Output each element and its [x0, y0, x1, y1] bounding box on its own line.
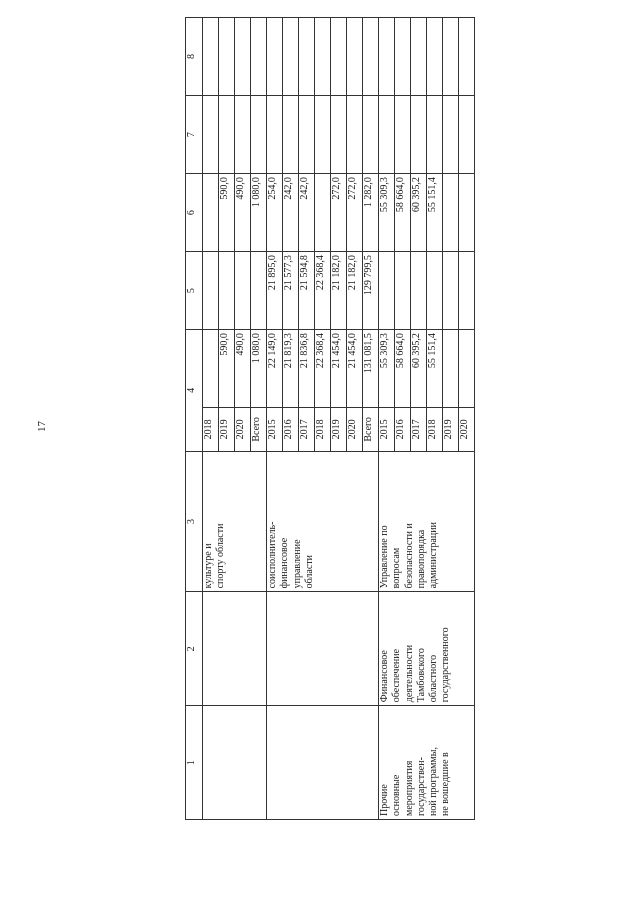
col-number: 8	[186, 18, 203, 96]
header-line	[126, 0, 139, 195]
cell-local	[315, 96, 331, 174]
cell-federal	[379, 252, 395, 330]
cell-year: 2018	[427, 408, 443, 451]
cell-year: 2020	[347, 408, 363, 451]
cell-federal: 21 182,0	[347, 252, 363, 330]
cell-other	[459, 18, 475, 96]
cell-total	[443, 330, 459, 408]
cell-local	[283, 96, 299, 174]
header-line	[139, 0, 152, 195]
col-number: 4	[186, 330, 203, 451]
cell-other	[251, 18, 267, 96]
cell-regional: 272,0	[347, 174, 363, 252]
page-number: 17	[36, 421, 48, 432]
cell-federal: 21 182,0	[331, 252, 347, 330]
cell-total: 22 149,0	[267, 330, 283, 408]
cell-year: 2018	[315, 408, 331, 451]
document-header	[62, 0, 164, 195]
col-number: 2	[186, 592, 203, 706]
cell-federal	[203, 252, 219, 330]
cell-year: 2016	[395, 408, 411, 451]
cell-regional: 55 151,4	[427, 174, 443, 252]
cell-local	[427, 96, 443, 174]
cell-other	[283, 18, 299, 96]
cell-regional: 272,0	[331, 174, 347, 252]
cell-total: 55 309,3	[379, 330, 395, 408]
cell-regional: 1 282,0	[363, 174, 379, 252]
cell-local	[299, 96, 315, 174]
cell-federal: 21 895,0	[267, 252, 283, 330]
col-number: 5	[186, 252, 203, 330]
cell-federal: 21 594,8	[299, 252, 315, 330]
cell-total: 1 080,0	[251, 330, 267, 408]
cell-other	[235, 18, 251, 96]
cell-other	[363, 18, 379, 96]
cell-federal	[443, 252, 459, 330]
cell-regional: 242,0	[299, 174, 315, 252]
cell-total	[459, 330, 475, 408]
table-row	[203, 18, 219, 820]
cell-executor: соисполнитель- финансовое управление области	[267, 451, 379, 592]
cell-local	[363, 96, 379, 174]
cell-year: 2020	[235, 408, 251, 451]
cell-federal: 22 368,4	[315, 252, 331, 330]
column-number-row	[186, 18, 203, 820]
table-body	[186, 18, 475, 820]
cell-year: 2016	[283, 408, 299, 451]
cell-activity	[267, 592, 379, 706]
cell-regional: 254,0	[267, 174, 283, 252]
cell-local	[347, 96, 363, 174]
cell-total: 60 395,2	[411, 330, 427, 408]
cell-regional: 60 395,2	[411, 174, 427, 252]
cell-other	[331, 18, 347, 96]
cell-other	[379, 18, 395, 96]
cell-local	[379, 96, 395, 174]
cell-local	[203, 96, 219, 174]
cell-executor: Управление по вопросам безопасности и правопорядка администрации	[379, 451, 475, 592]
cell-other	[411, 18, 427, 96]
cell-year: 2020	[459, 408, 475, 451]
cell-year: Всего	[363, 408, 379, 451]
col-number: 3	[186, 451, 203, 592]
cell-year: 2019	[219, 408, 235, 451]
cell-year: 2017	[411, 408, 427, 451]
cell-local	[267, 96, 283, 174]
header-line	[114, 0, 127, 195]
cell-local	[219, 96, 235, 174]
cell-other	[267, 18, 283, 96]
cell-regional	[315, 174, 331, 252]
cell-executor: культуре и спорту области	[203, 451, 267, 592]
header-line	[101, 0, 114, 195]
cell-regional	[203, 174, 219, 252]
cell-local	[251, 96, 267, 174]
cell-federal	[395, 252, 411, 330]
cell-total: 21 836,8	[299, 330, 315, 408]
cell-year: 2015	[267, 408, 283, 451]
cell-other	[299, 18, 315, 96]
cell-regional: 55 309,3	[379, 174, 395, 252]
cell-federal: 21 577,3	[283, 252, 299, 330]
cell-local	[395, 96, 411, 174]
cell-regional	[459, 174, 475, 252]
cell-year: 2018	[203, 408, 219, 451]
cell-total: 590,0	[219, 330, 235, 408]
cell-local	[235, 96, 251, 174]
cell-total: 21 454,0	[347, 330, 363, 408]
cell-year: 2019	[331, 408, 347, 451]
cell-year: Всего	[251, 408, 267, 451]
cell-total: 21 819,3	[283, 330, 299, 408]
cell-year: 2019	[443, 408, 459, 451]
cell-regional: 490,0	[235, 174, 251, 252]
cell-total	[203, 330, 219, 408]
cell-other	[315, 18, 331, 96]
cell-year: 2017	[299, 408, 315, 451]
table-row	[267, 18, 283, 820]
cell-federal	[459, 252, 475, 330]
cell-federal	[235, 252, 251, 330]
cell-other	[203, 18, 219, 96]
rotated-table-wrapper	[185, 20, 470, 820]
cell-main-activity	[267, 706, 379, 820]
col-number: 7	[186, 96, 203, 174]
cell-local	[443, 96, 459, 174]
cell-main-activity	[203, 706, 267, 820]
header-title	[62, 0, 75, 195]
header-line	[89, 0, 102, 195]
cell-total: 58 664,0	[395, 330, 411, 408]
header-line	[151, 0, 164, 195]
cell-federal	[251, 252, 267, 330]
cell-regional: 242,0	[283, 174, 299, 252]
cell-local	[459, 96, 475, 174]
cell-activity: Финансовое обеспечение деятельности Тамбовского областного государственного	[379, 592, 475, 706]
col-number: 6	[186, 174, 203, 252]
cell-year: 2015	[379, 408, 395, 451]
cell-total: 55 151,4	[427, 330, 443, 408]
cell-federal: 129 799,5	[363, 252, 379, 330]
cell-main-activity: Прочие основные мероприятия государствен- ной программы, не вошедшие в	[379, 706, 475, 820]
cell-total: 131 081,5	[363, 330, 379, 408]
cell-local	[411, 96, 427, 174]
cell-activity	[203, 592, 267, 706]
cell-total: 490,0	[235, 330, 251, 408]
cell-local	[331, 96, 347, 174]
cell-other	[427, 18, 443, 96]
cell-other	[395, 18, 411, 96]
cell-total: 22 368,4	[315, 330, 331, 408]
cell-other	[347, 18, 363, 96]
table-row	[379, 18, 395, 820]
financing-table	[185, 17, 475, 820]
cell-regional: 590,0	[219, 174, 235, 252]
cell-federal	[411, 252, 427, 330]
cell-regional: 1 080,0	[251, 174, 267, 252]
cell-regional: 58 664,0	[395, 174, 411, 252]
cell-other	[219, 18, 235, 96]
cell-other	[443, 18, 459, 96]
cell-total: 21 454,0	[331, 330, 347, 408]
cell-regional	[443, 174, 459, 252]
cell-federal	[427, 252, 443, 330]
col-number: 1	[186, 706, 203, 820]
cell-federal	[219, 252, 235, 330]
